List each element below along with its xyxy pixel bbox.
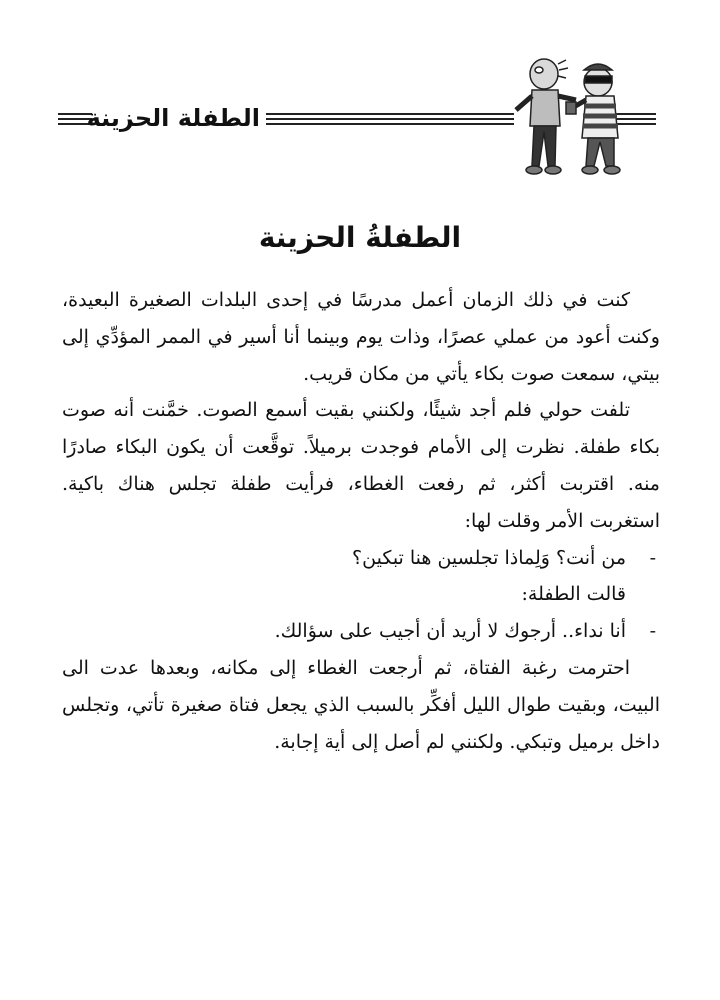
dialogue-dash: - [649,620,656,643]
story-body [62,282,660,760]
page-header [0,56,720,186]
speaker-label: قالت الطفلة: [521,583,626,606]
dialogue-line-1 [62,540,660,577]
paragraph-1: كنت في ذلك الزمان أعمل مدرسًا في إحدى البلدات الصغيرة البعيدة، وكنت أعود من عملي عصرًا، وذات يوم وبينما أنا أسير في الممر المؤدِّي إلى بيتي، سمعت صوت بكاء يأتي من مكان قريب. [62,289,660,385]
header-title: الطفلة الحزينة [86,104,260,132]
dialogue-line-2 [62,613,660,650]
cartoon-illustration [506,56,636,180]
paragraph-2: تلفت حولي فلم أجد شيئًا، ولكنني بقيت أسمع الصوت. خمَّنت أنه صوت بكاء طفلة. نظرت إلى الأمام فوجدت برميلاً. توقَّعت أن يكون البكاء صادرًا منه. اقتربت أكثر، ثم رفعت الغطاء، فرأيت طفلة تجلس هناك باكية. استغربت الأمر وقلت لها: [62,399,660,532]
dialogue-text: من أنت؟ وَلِماذا تجلسين هنا تبكين؟ [352,546,626,569]
dialogue-dash: - [649,546,656,569]
masked-thief-figure [566,64,620,174]
dialogue-text: أنا نداء.. أرجوك لا أريد أن أجيب على سؤالك. [274,620,626,643]
paragraph-3: احترمت رغبة الفتاة، ثم أرجعت الغطاء إلى مكانه، وبعدها عدت الى البيت، وبقيت طوال الليل أفكِّر بالسبب الذي يجعل فتاة صغيرة تأتي، وتجلس داخل برميل وتبكي. ولكنني لم أصل إلى أية إجابة. [62,656,660,753]
boy-figure [516,59,576,174]
story-title: الطفلةُ الحزينة [258,221,462,254]
header-rule-middle [266,113,514,127]
